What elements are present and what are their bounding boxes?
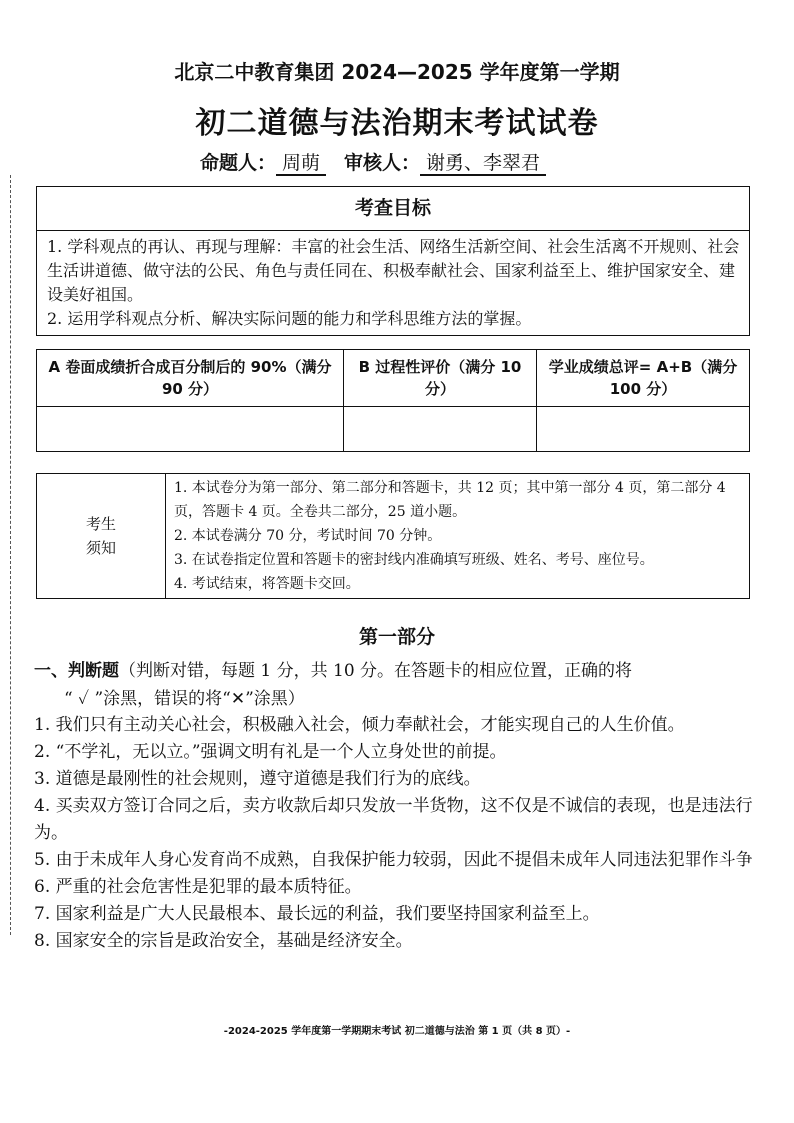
score-col-b: B 过程性评价（满分 10 分） (344, 350, 537, 407)
author-label: 命题人： (200, 152, 277, 174)
score-col-a: A 卷面成绩折合成百分制后的 90%（满分 90 分） (37, 350, 344, 407)
notice-item: 2. 本试卷满分 70 分，考试时间 70 分钟。 (174, 528, 442, 544)
question-item: 1. 我们只有主动关心社会，积极融入社会，倾力奉献社会，才能实现自己的人生价值。 (34, 715, 685, 735)
section-title: 一、判断题 (34, 661, 119, 681)
notice-label-line: 考生 (85, 515, 116, 533)
question-item: 5. 由于未成年人身心发育尚不成熟，自我保护能力较弱，因此不提倡未成年人同违法犯罪作斗争 (34, 850, 753, 870)
reviewer-names: 谢勇、李翠君 (420, 152, 546, 176)
author-name: 周萌 (276, 152, 326, 176)
notice-item: 1. 本试卷分为第一部分、第二部分和答题卡，共 12 页；其中第一部分 4 页，第二部分 4 页，答题卡 4 页。全卷共二部分，25 道小题。 (174, 480, 726, 520)
question-item: 4. 买卖双方签订合同之后，卖方收款后却只发放一半货物，这不仅是不诚信的表现，也是违法行为。 (34, 796, 753, 843)
page-footer: -2024-2025 学年度第一学期期末考试 初二道德与法治 第 1 页（共 8 页）- (223, 1026, 571, 1037)
notice-label (37, 474, 166, 599)
notice-item: 3. 在试卷指定位置和答题卡的密封线内准确填写班级、姓名、考号、座位号。 (174, 552, 654, 568)
section-instructions: （判断对错，每题 1 分，共 10 分。在答题卡的相应位置，正确的将 (119, 661, 633, 681)
score-cell-total[interactable] (537, 407, 750, 452)
part-title: 第一部分 (358, 626, 435, 648)
goal-item: 2. 运用学科观点分析、解决实际问题的能力和学科思维方法的掌握。 (47, 309, 532, 328)
question-item: 7. 国家利益是广大人民最根本、最长远的利益，我们要坚持国家利益至上。 (34, 904, 600, 924)
score-cell-a[interactable] (37, 407, 344, 452)
exam-title: 初二道德与法治期末考试试卷 (195, 106, 599, 141)
question-item: 8. 国家安全的宗旨是政治安全，基础是经济安全。 (34, 931, 413, 951)
question-list (34, 712, 764, 955)
binding-edge-line (10, 175, 11, 935)
school-line: 北京二中教育集团 2024—2025 学年度第一学期 (174, 60, 620, 84)
notice-table (36, 473, 750, 599)
goals-body (37, 231, 749, 331)
goals-heading: 考查目标 (37, 187, 749, 231)
notice-items (166, 474, 750, 599)
section-header (34, 657, 764, 713)
question-item: 6. 严重的社会危害性是犯罪的最本质特征。 (34, 877, 362, 897)
score-cell-b[interactable] (344, 407, 537, 452)
goals-box (36, 186, 750, 336)
question-item: 3. 道德是最刚性的社会规则，遵守道德是我们行为的底线。 (34, 769, 481, 789)
goal-item: 1. 学科观点的再认、再现与理解：丰富的社会生活、网络生活新空间、社会生活离不开规则、社会生活讲道德、做守法的公民、角色与责任同在、积极奉献社会、国家利益至上、维护国家安全、建设美好祖国。 (47, 237, 740, 304)
score-col-total: 学业成绩总评= A+B（满分 100 分） (537, 350, 750, 407)
authors-line (200, 148, 546, 175)
reviewer-label: 审核人： (344, 152, 421, 174)
section-instructions-cont: “ ✓ ”涂黑，错误的将“✕”涂黑） (64, 689, 305, 709)
notice-label-line: 须知 (85, 539, 116, 557)
notice-item: 4. 考试结束，将答题卡交回。 (174, 576, 360, 592)
question-item: 2. “不学礼，无以立。”强调文明有礼是一个人立身处世的前提。 (34, 742, 507, 762)
score-table (36, 349, 750, 452)
